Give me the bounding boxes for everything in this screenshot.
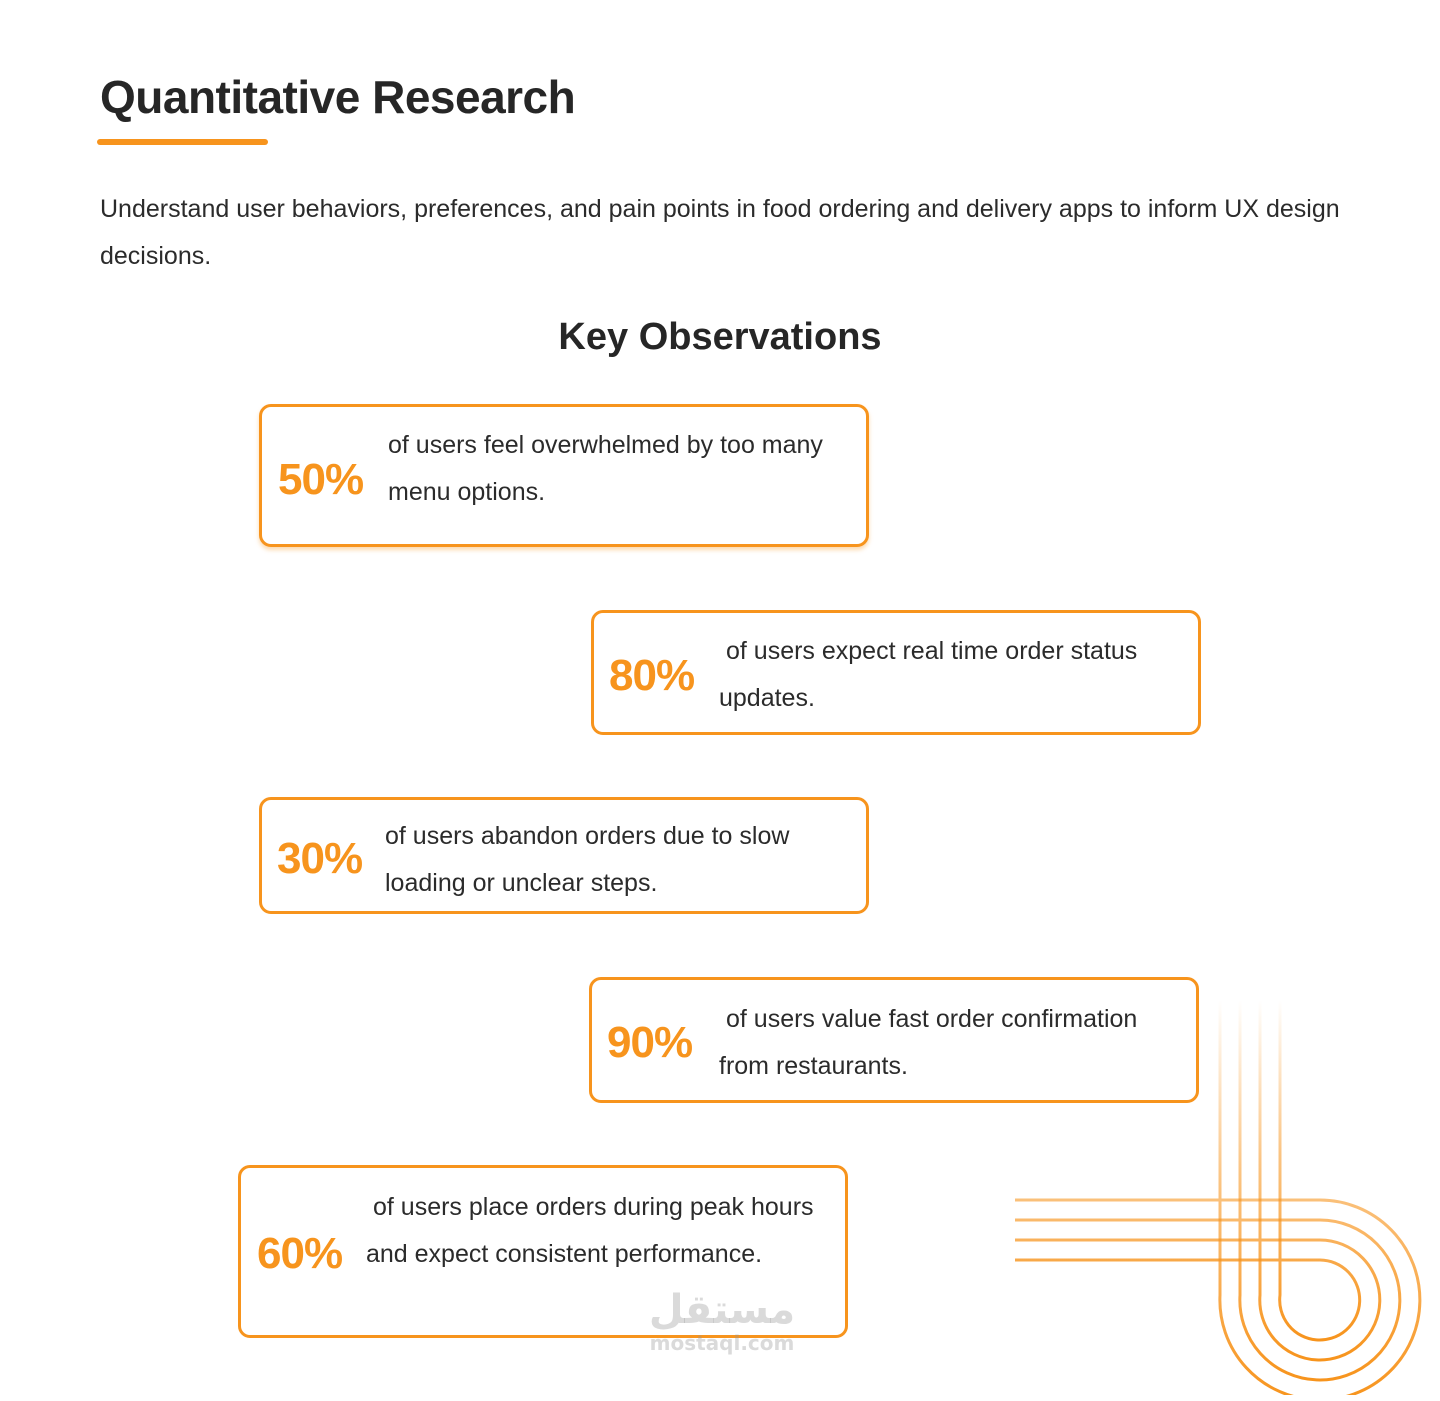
- observation-text: of users value fast order confirmation from restaurants.: [719, 1005, 1138, 1080]
- observation-percent: 90%: [607, 1018, 693, 1067]
- observation-percent: 60%: [257, 1229, 343, 1278]
- observation-text: of users feel overwhelmed by too many menu options.: [388, 431, 823, 506]
- intro-paragraph: Understand user behaviors, preferences, and pain points in food ordering and delivery apps to inform UX design decisions.: [100, 195, 1340, 270]
- observation-card: [259, 797, 869, 914]
- watermark-latin: mostaql.com: [649, 1331, 795, 1355]
- observation-card: [591, 610, 1201, 735]
- decorative-curved-lines: [1010, 995, 1430, 1395]
- observation-percent: 30%: [277, 834, 363, 883]
- curve-line: [1015, 1000, 1380, 1360]
- watermark: [612, 1288, 832, 1354]
- title-underline: [97, 139, 268, 145]
- observation-percent: 50%: [278, 455, 364, 504]
- observation-text: of users place orders during peak hours and expect consistent performance.: [366, 1193, 814, 1268]
- observation-text: of users abandon orders due to slow loading or unclear steps.: [385, 822, 790, 897]
- curve-line: [1015, 1000, 1400, 1380]
- curve-line: [1015, 1000, 1420, 1395]
- observation-text: of users expect real time order status updates.: [719, 637, 1138, 712]
- watermark-arabic: مستقل: [648, 1287, 796, 1333]
- curve-line: [1015, 1000, 1360, 1340]
- observation-percent: 80%: [609, 651, 695, 700]
- observation-card: [259, 404, 869, 547]
- page-title: Quantitative Research: [100, 71, 576, 123]
- section-title: Key Observations: [558, 316, 882, 358]
